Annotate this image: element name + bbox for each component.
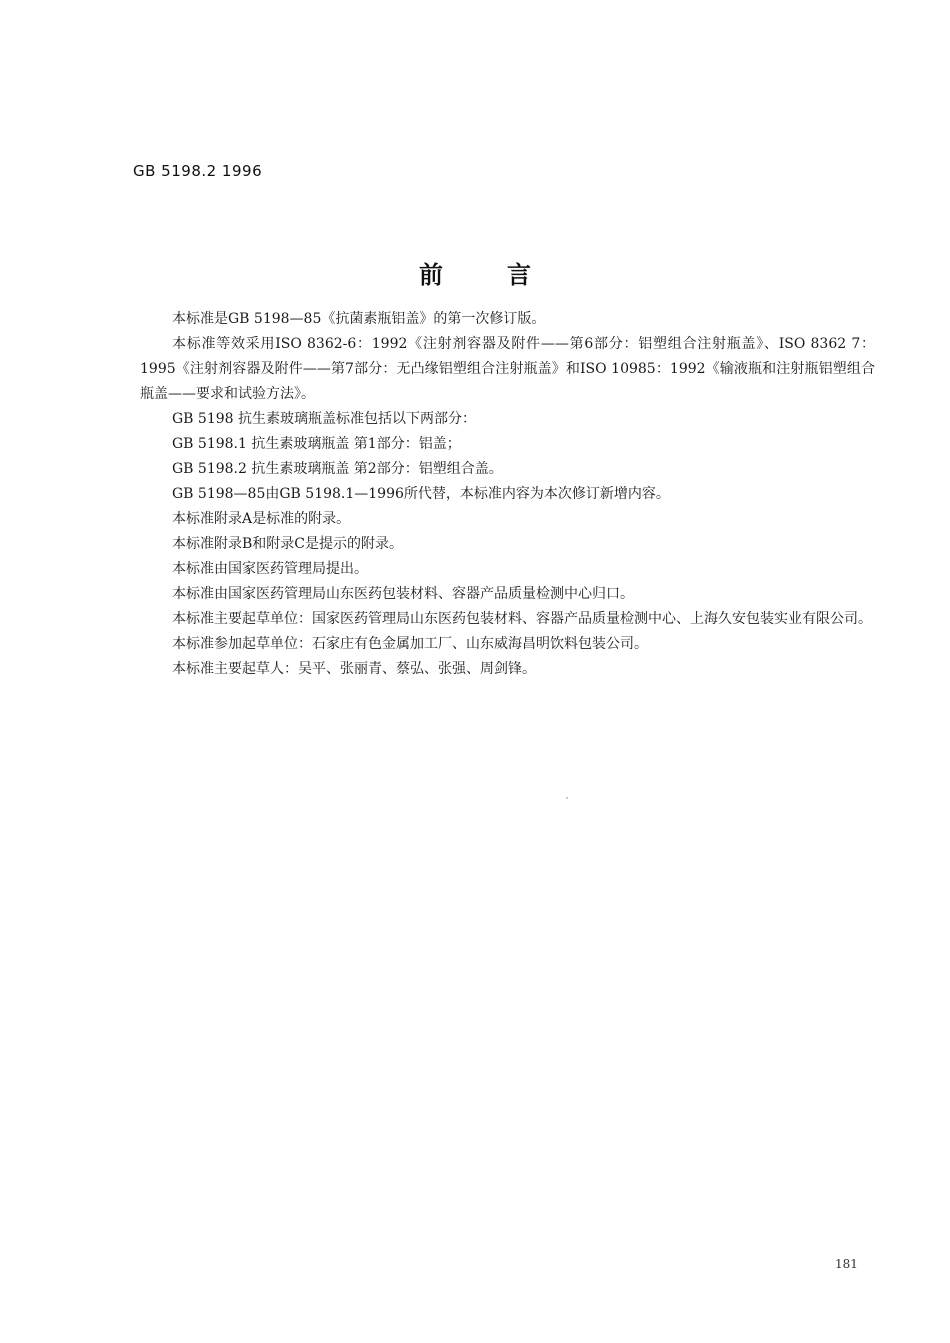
page-number: 181 — [835, 1257, 858, 1271]
paragraph-part-2: GB 5198.2 抗生素玻璃瓶盖 第2部分：铝塑组合盖。 — [172, 461, 503, 477]
paragraph-replacement: GB 5198—85由GB 5198.1—1996所代替，本标准内容为本次修订新增内容。 — [172, 486, 670, 502]
scan-speck — [566, 797, 568, 799]
paragraph-drafting-units: 本标准主要起草单位：国家医药管理局山东医药包装材料、容器产品质量检测中心、上海久安包装实业有限公司。 — [172, 611, 872, 627]
paragraph-annex-b-c: 本标准附录B和附录C是提示的附录。 — [172, 536, 403, 552]
paragraph-iso-equivalence: 本标准等效采用ISO 8362-6：1992《注射剂容器及附件——第6部分：铝塑组合注射瓶盖》、ISO 8362 7：1995《注射剂容器及附件——第7部分：无凸缘铝塑组合注射瓶盖》和ISO 10985：1992《输液瓶和注射瓶铝塑组合瓶盖——要求和试验方法》。 — [140, 336, 875, 402]
paragraph-revision: 本标准是GB 5198—85《抗菌素瓶铝盖》的第一次修订版。 — [172, 311, 546, 327]
paragraph-annex-a: 本标准附录A是标准的附录。 — [172, 511, 351, 527]
paragraph-participating-units: 本标准参加起草单位：石家庄有色金属加工厂、山东威海昌明饮料包装公司。 — [172, 636, 648, 652]
paragraph-standard-parts: GB 5198 抗生素玻璃瓶盖标准包括以下两部分： — [172, 411, 476, 427]
paragraph-part-1: GB 5198.1 抗生素玻璃瓶盖 第1部分：铝盖； — [172, 436, 461, 452]
standard-number-header: GB 5198.2 1996 — [133, 162, 263, 180]
page-title: 前言 — [419, 261, 595, 289]
foreword-body — [140, 307, 875, 682]
paragraph-drafters: 本标准主要起草人：吴平、张丽青、蔡弘、张强、周剑锋。 — [172, 661, 536, 677]
paragraph-proposed-by: 本标准由国家医药管理局提出。 — [172, 561, 368, 577]
paragraph-administered-by: 本标准由国家医药管理局山东医药包装材料、容器产品质量检测中心归口。 — [172, 586, 634, 602]
